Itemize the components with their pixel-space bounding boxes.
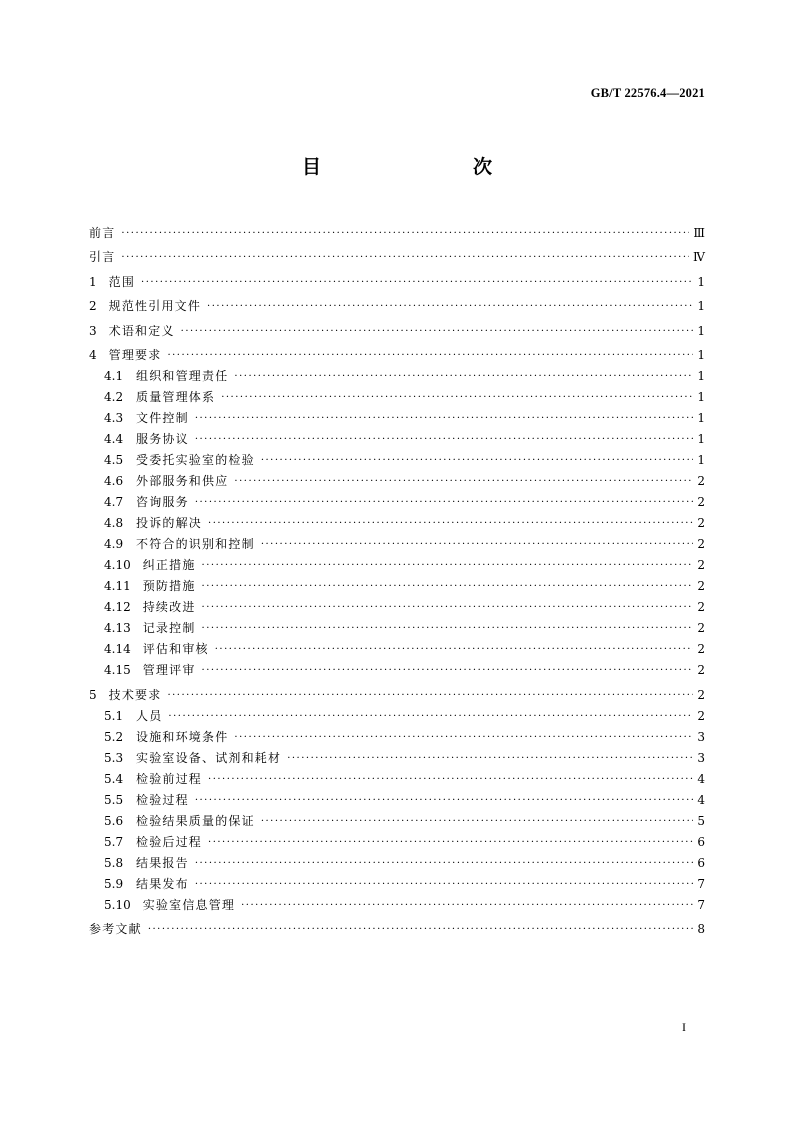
toc-entry-page: 6 [697, 855, 705, 870]
toc-leader-dots [195, 433, 693, 447]
toc-entry[interactable] [89, 363, 705, 384]
toc-entry-page: 1 [697, 299, 705, 313]
toc-leader-dots [261, 815, 693, 829]
toc-entry-label: 范围 [108, 274, 136, 289]
table-of-contents [89, 216, 705, 937]
toc-entry-page: 8 [697, 922, 705, 936]
toc-entry-label: 检验后过程 [136, 834, 203, 849]
toc-entry-number: 5.5 [104, 792, 124, 807]
toc-entry[interactable] [89, 290, 705, 315]
toc-entry-page: 2 [697, 621, 705, 635]
toc-entry[interactable] [89, 339, 705, 364]
toc-leader-dots [207, 300, 693, 314]
toc-entry-page: 2 [697, 600, 705, 614]
toc-entry-number: 3 [89, 323, 97, 338]
toc-entry[interactable] [89, 384, 705, 405]
toc-leader-dots [121, 251, 689, 265]
toc-entry[interactable] [89, 447, 705, 468]
toc-entry-page: 7 [697, 876, 705, 891]
toc-entry[interactable] [89, 724, 705, 745]
toc-entry[interactable] [89, 657, 705, 678]
toc-leader-dots [195, 857, 693, 871]
toc-leader-dots [234, 731, 693, 745]
toc-entry[interactable] [89, 636, 705, 657]
toc-entry[interactable] [89, 703, 705, 724]
toc-entry-page: 7 [697, 897, 705, 912]
toc-entry[interactable] [89, 808, 705, 829]
toc-entry-label: 外部服务和供应 [136, 474, 229, 488]
toc-entry[interactable] [89, 913, 705, 938]
toc-entry-label: 服务协议 [136, 432, 189, 446]
toc-entry-label: 文件控制 [136, 411, 189, 425]
toc-entry[interactable] [89, 871, 705, 892]
toc-entry[interactable] [89, 531, 705, 552]
toc-leader-dots [195, 412, 693, 426]
toc-entry-number: 4.5 [104, 453, 124, 467]
toc-entry-label: 检验过程 [136, 792, 189, 807]
toc-entry-page: 2 [697, 537, 705, 551]
toc-entry-number: 2 [89, 299, 97, 313]
toc-entry-label: 纠正措施 [142, 558, 196, 572]
toc-entry-label: 实验室信息管理 [142, 897, 236, 912]
toc-entry-page: 2 [697, 579, 705, 593]
toc-leader-dots [195, 878, 693, 892]
toc-leader-dots [202, 580, 693, 594]
toc-entry-page: Ⅳ [693, 250, 705, 264]
toc-entry[interactable] [89, 615, 705, 636]
toc-entry-label: 检验前过程 [136, 771, 203, 786]
toc-leader-dots [208, 836, 693, 850]
toc-entry-label: 管理要求 [108, 348, 162, 362]
toc-entry-number: 5.1 [104, 708, 124, 723]
toc-entry-page: 1 [697, 453, 705, 467]
toc-entry-page: 2 [697, 516, 705, 530]
toc-leader-dots [234, 370, 693, 384]
toc-entry-page: 1 [697, 432, 705, 446]
toc-entry-number: 4.7 [104, 495, 124, 509]
toc-entry-number: 5.4 [104, 771, 124, 786]
toc-leader-dots [141, 276, 693, 290]
toc-entry-number: 4.6 [104, 474, 124, 488]
toc-entry-label: 受委托实验室的检验 [136, 453, 255, 467]
toc-entry-label: 咨询服务 [136, 495, 189, 509]
toc-entry-label: 术语和定义 [108, 323, 175, 338]
toc-entry-label: 参考文献 [89, 922, 142, 936]
toc-entry[interactable] [89, 216, 705, 241]
toc-entry-number: 5.9 [104, 876, 124, 891]
toc-entry-label: 管理评审 [142, 663, 196, 677]
toc-entry-number: 4.14 [104, 642, 131, 656]
toc-entry[interactable] [89, 678, 705, 703]
toc-entry-number: 1 [89, 274, 97, 289]
toc-leader-dots [195, 794, 693, 808]
page-number: I [682, 1020, 686, 1034]
toc-leader-dots [208, 773, 693, 787]
toc-entry-label: 前言 [89, 225, 116, 240]
toc-leader-dots [121, 227, 689, 241]
toc-entry-page: 2 [697, 687, 705, 702]
toc-entry-label: 不符合的识别和控制 [136, 537, 255, 551]
toc-entry[interactable] [89, 426, 705, 447]
toc-entry-number: 5 [89, 687, 97, 702]
toc-entry-label: 实验室设备、试剂和耗材 [136, 750, 282, 765]
toc-entry[interactable] [89, 766, 705, 787]
toc-entry-number: 5.6 [104, 813, 124, 828]
toc-leader-dots [202, 559, 693, 573]
toc-entry-page: 1 [697, 323, 705, 338]
toc-leader-dots [167, 689, 693, 703]
toc-leader-dots [287, 752, 693, 766]
toc-entry[interactable] [89, 850, 705, 871]
toc-entry-number: 4.8 [104, 516, 124, 530]
toc-entry-label: 投诉的解决 [136, 516, 203, 530]
toc-entry[interactable] [89, 892, 705, 913]
toc-leader-dots [202, 664, 693, 678]
toc-entry-page: 2 [697, 663, 705, 677]
toc-entry-page: 6 [697, 834, 705, 849]
toc-entry-number: 4 [89, 348, 97, 362]
toc-entry[interactable] [89, 265, 705, 290]
toc-entry-label: 组织和管理责任 [136, 369, 229, 383]
toc-leader-dots [148, 923, 693, 937]
toc-entry-label: 结果发布 [136, 876, 189, 891]
toc-entry-label: 设施和环境条件 [136, 729, 229, 744]
toc-leader-dots [168, 710, 693, 724]
toc-entry-page: 2 [697, 708, 705, 723]
toc-entry-number: 4.15 [104, 663, 131, 677]
toc-entry[interactable] [89, 314, 705, 339]
toc-entry[interactable] [89, 594, 705, 615]
toc-entry-number: 5.3 [104, 750, 124, 765]
toc-entry[interactable] [89, 405, 705, 426]
toc-entry-page: 2 [697, 558, 705, 572]
page-title: 目 次 [301, 156, 530, 178]
toc-entry[interactable] [89, 787, 705, 808]
toc-entry-page: 2 [697, 642, 705, 656]
toc-entry-page: 5 [697, 813, 705, 828]
toc-leader-dots [221, 391, 693, 405]
toc-entry[interactable] [89, 510, 705, 531]
toc-entry[interactable] [89, 489, 705, 510]
toc-entry[interactable] [89, 241, 705, 266]
toc-entry-number: 4.9 [104, 537, 124, 551]
toc-leader-dots [234, 475, 693, 489]
toc-entry[interactable] [89, 829, 705, 850]
toc-entry-number: 5.7 [104, 834, 124, 849]
toc-entry[interactable] [89, 745, 705, 766]
toc-entry-label: 评估和审核 [142, 642, 209, 656]
toc-entry-page: 2 [697, 474, 705, 488]
toc-entry-label: 持续改进 [142, 600, 196, 614]
toc-leader-dots [261, 454, 693, 468]
toc-entry-label: 引言 [89, 250, 116, 264]
toc-entry-number: 4.13 [104, 621, 131, 635]
toc-entry-label: 记录控制 [142, 621, 196, 635]
toc-entry-page: Ⅲ [693, 225, 705, 240]
toc-entry-label: 预防措施 [142, 579, 196, 593]
toc-entry-number: 4.1 [104, 369, 124, 383]
toc-entry-number: 4.10 [104, 558, 131, 572]
toc-leader-dots [215, 643, 693, 657]
toc-entry-label: 结果报告 [136, 855, 189, 870]
toc-entry-label: 技术要求 [108, 687, 162, 702]
toc-leader-dots [167, 349, 693, 363]
toc-entry-number: 5.2 [104, 729, 124, 744]
toc-entry-label: 人员 [136, 708, 163, 723]
toc-leader-dots [261, 538, 693, 552]
toc-leader-dots [202, 622, 693, 636]
toc-entry-number: 4.4 [104, 432, 124, 446]
toc-entry-page: 1 [697, 390, 705, 404]
toc-leader-dots [202, 601, 693, 615]
toc-leader-dots [208, 517, 693, 531]
toc-entry-page: 3 [697, 729, 705, 744]
toc-entry-page: 4 [697, 771, 705, 786]
toc-entry-label: 质量管理体系 [136, 390, 216, 404]
toc-entry-page: 2 [697, 495, 705, 509]
toc-entry-page: 1 [697, 274, 705, 289]
toc-entry[interactable] [89, 552, 705, 573]
toc-entry-label: 检验结果质量的保证 [136, 813, 255, 828]
toc-entry-page: 1 [697, 348, 705, 362]
toc-leader-dots [181, 325, 693, 339]
toc-entry-page: 1 [697, 369, 705, 383]
toc-entry[interactable] [89, 468, 705, 489]
toc-entry-number: 4.3 [104, 411, 124, 425]
toc-entry-page: 3 [697, 750, 705, 765]
toc-entry[interactable] [89, 573, 705, 594]
toc-entry-label: 规范性引用文件 [108, 299, 202, 313]
toc-leader-dots [241, 899, 693, 913]
toc-entry-number: 4.2 [104, 390, 124, 404]
standard-code: GB/T 22576.4—2021 [590, 86, 705, 100]
toc-entry-number: 4.11 [104, 579, 131, 593]
toc-entry-page: 1 [697, 411, 705, 425]
toc-entry-number: 5.10 [104, 897, 131, 912]
toc-entry-number: 4.12 [104, 600, 131, 614]
toc-entry-number: 5.8 [104, 855, 124, 870]
toc-leader-dots [195, 496, 693, 510]
toc-entry-page: 4 [697, 792, 705, 807]
